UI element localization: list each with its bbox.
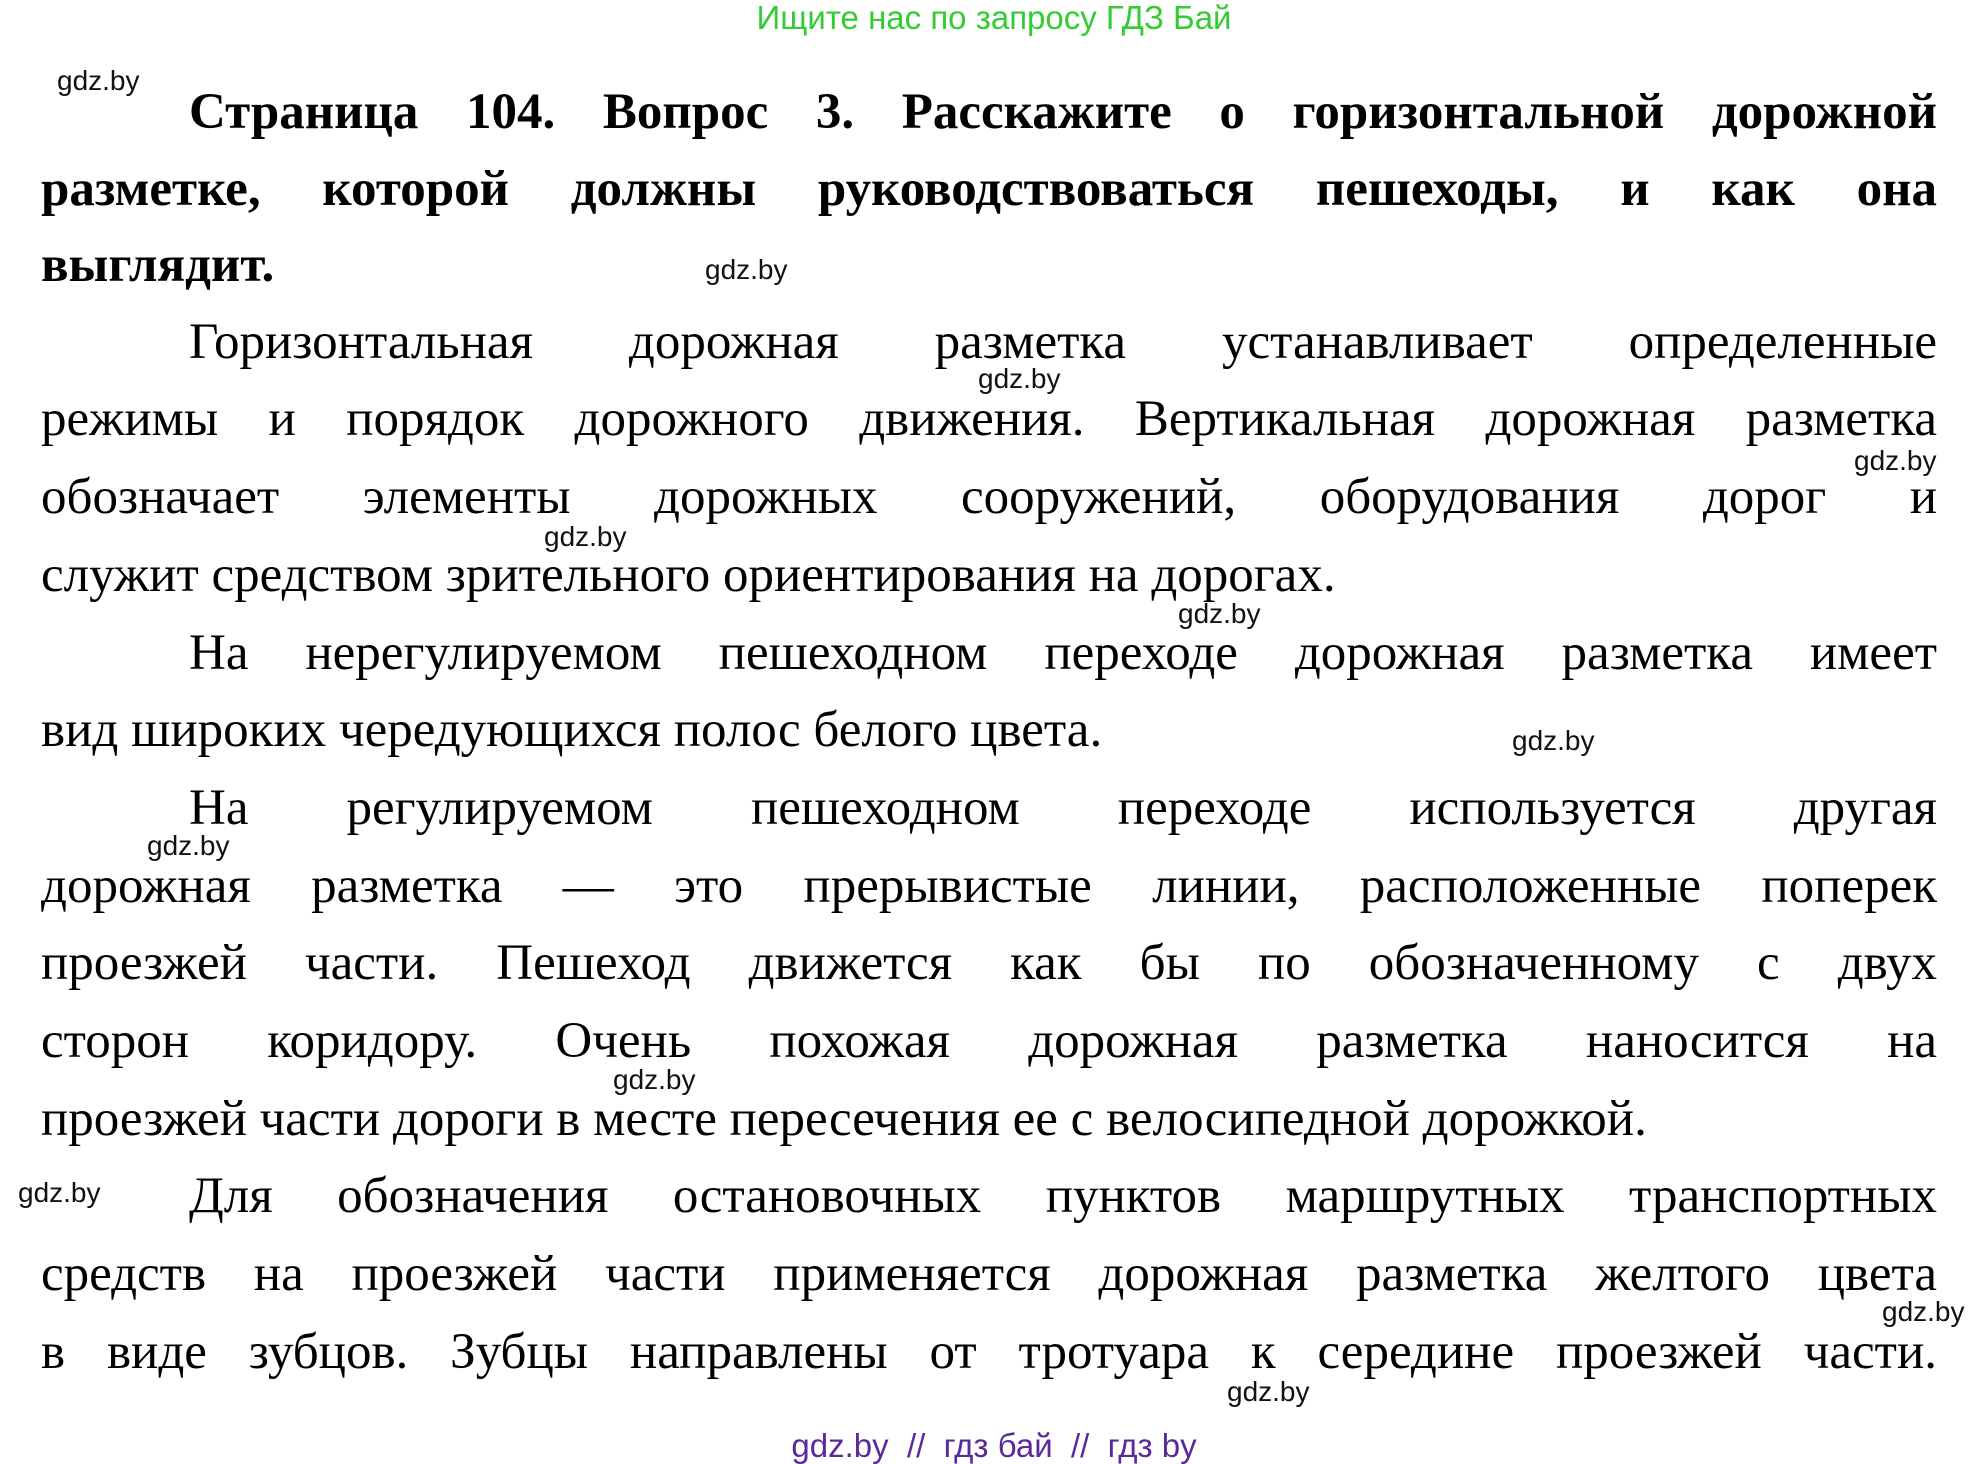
body-line: в виде зубцов. Зубцы направлены от тротуара к середине проезжей части. [41,1324,1937,1380]
watermark: gdz.by [1854,445,1937,476]
watermark: gdz.by [57,65,140,96]
body-line: обозначает элементы дорожных сооружений, оборудования дорог и [41,469,1937,525]
watermark: gdz.by [544,521,627,552]
heading-line: выглядит. [41,237,275,293]
body-line: вид широких чередующихся полос белого цвета. [41,702,1103,758]
watermark: gdz.by [1227,1376,1310,1407]
body-line: Горизонтальная дорожная разметка устанавливает определенные [189,314,1937,370]
body-line: проезжей части дороги в месте пересечения ее с велосипедной дорожкой. [41,1091,1647,1147]
body-line: режимы и порядок дорожного движения. Вертикальная дорожная разметка [41,391,1937,447]
heading-line: разметке, которой должны руководствоваться пешеходы, и как она [41,161,1937,217]
watermark: gdz.by [1512,725,1595,756]
body-line: проезжей части. Пешеход движется как бы по обозначенному с двух [41,935,1937,991]
heading-line: Страница 104. Вопрос 3. Расскажите о горизонтальной дорожной [189,84,1937,140]
watermark: gdz.by [978,363,1061,394]
body-line: сторон коридору. Очень похожая дорожная разметка наносится на [41,1013,1937,1069]
search-hint-banner: Ищите нас по запросу ГДЗ Бай [756,0,1232,36]
body-line: Для обозначения остановочных пунктов маршрутных транспортных [189,1168,1937,1224]
watermark: gdz.by [18,1177,101,1208]
body-line: дорожная разметка — это прерывистые линии, расположенные поперек [41,858,1937,914]
body-line: средств на проезжей части применяется дорожная разметка желтого цвета [41,1246,1937,1302]
watermark: gdz.by [1882,1296,1965,1327]
body-line: служит средством зрительного ориентирования на дорогах. [41,547,1336,603]
watermark: gdz.by [147,830,230,861]
watermark: gdz.by [613,1064,696,1095]
watermark: gdz.by [1178,598,1261,629]
body-line: На регулируемом пешеходном переходе используется другая [189,780,1937,836]
watermark: gdz.by [705,254,788,285]
site-footer-links[interactable]: gdz.by // гдз бай // гдз by [791,1427,1197,1464]
body-line: На нерегулируемом пешеходном переходе дорожная разметка имеет [189,625,1937,681]
